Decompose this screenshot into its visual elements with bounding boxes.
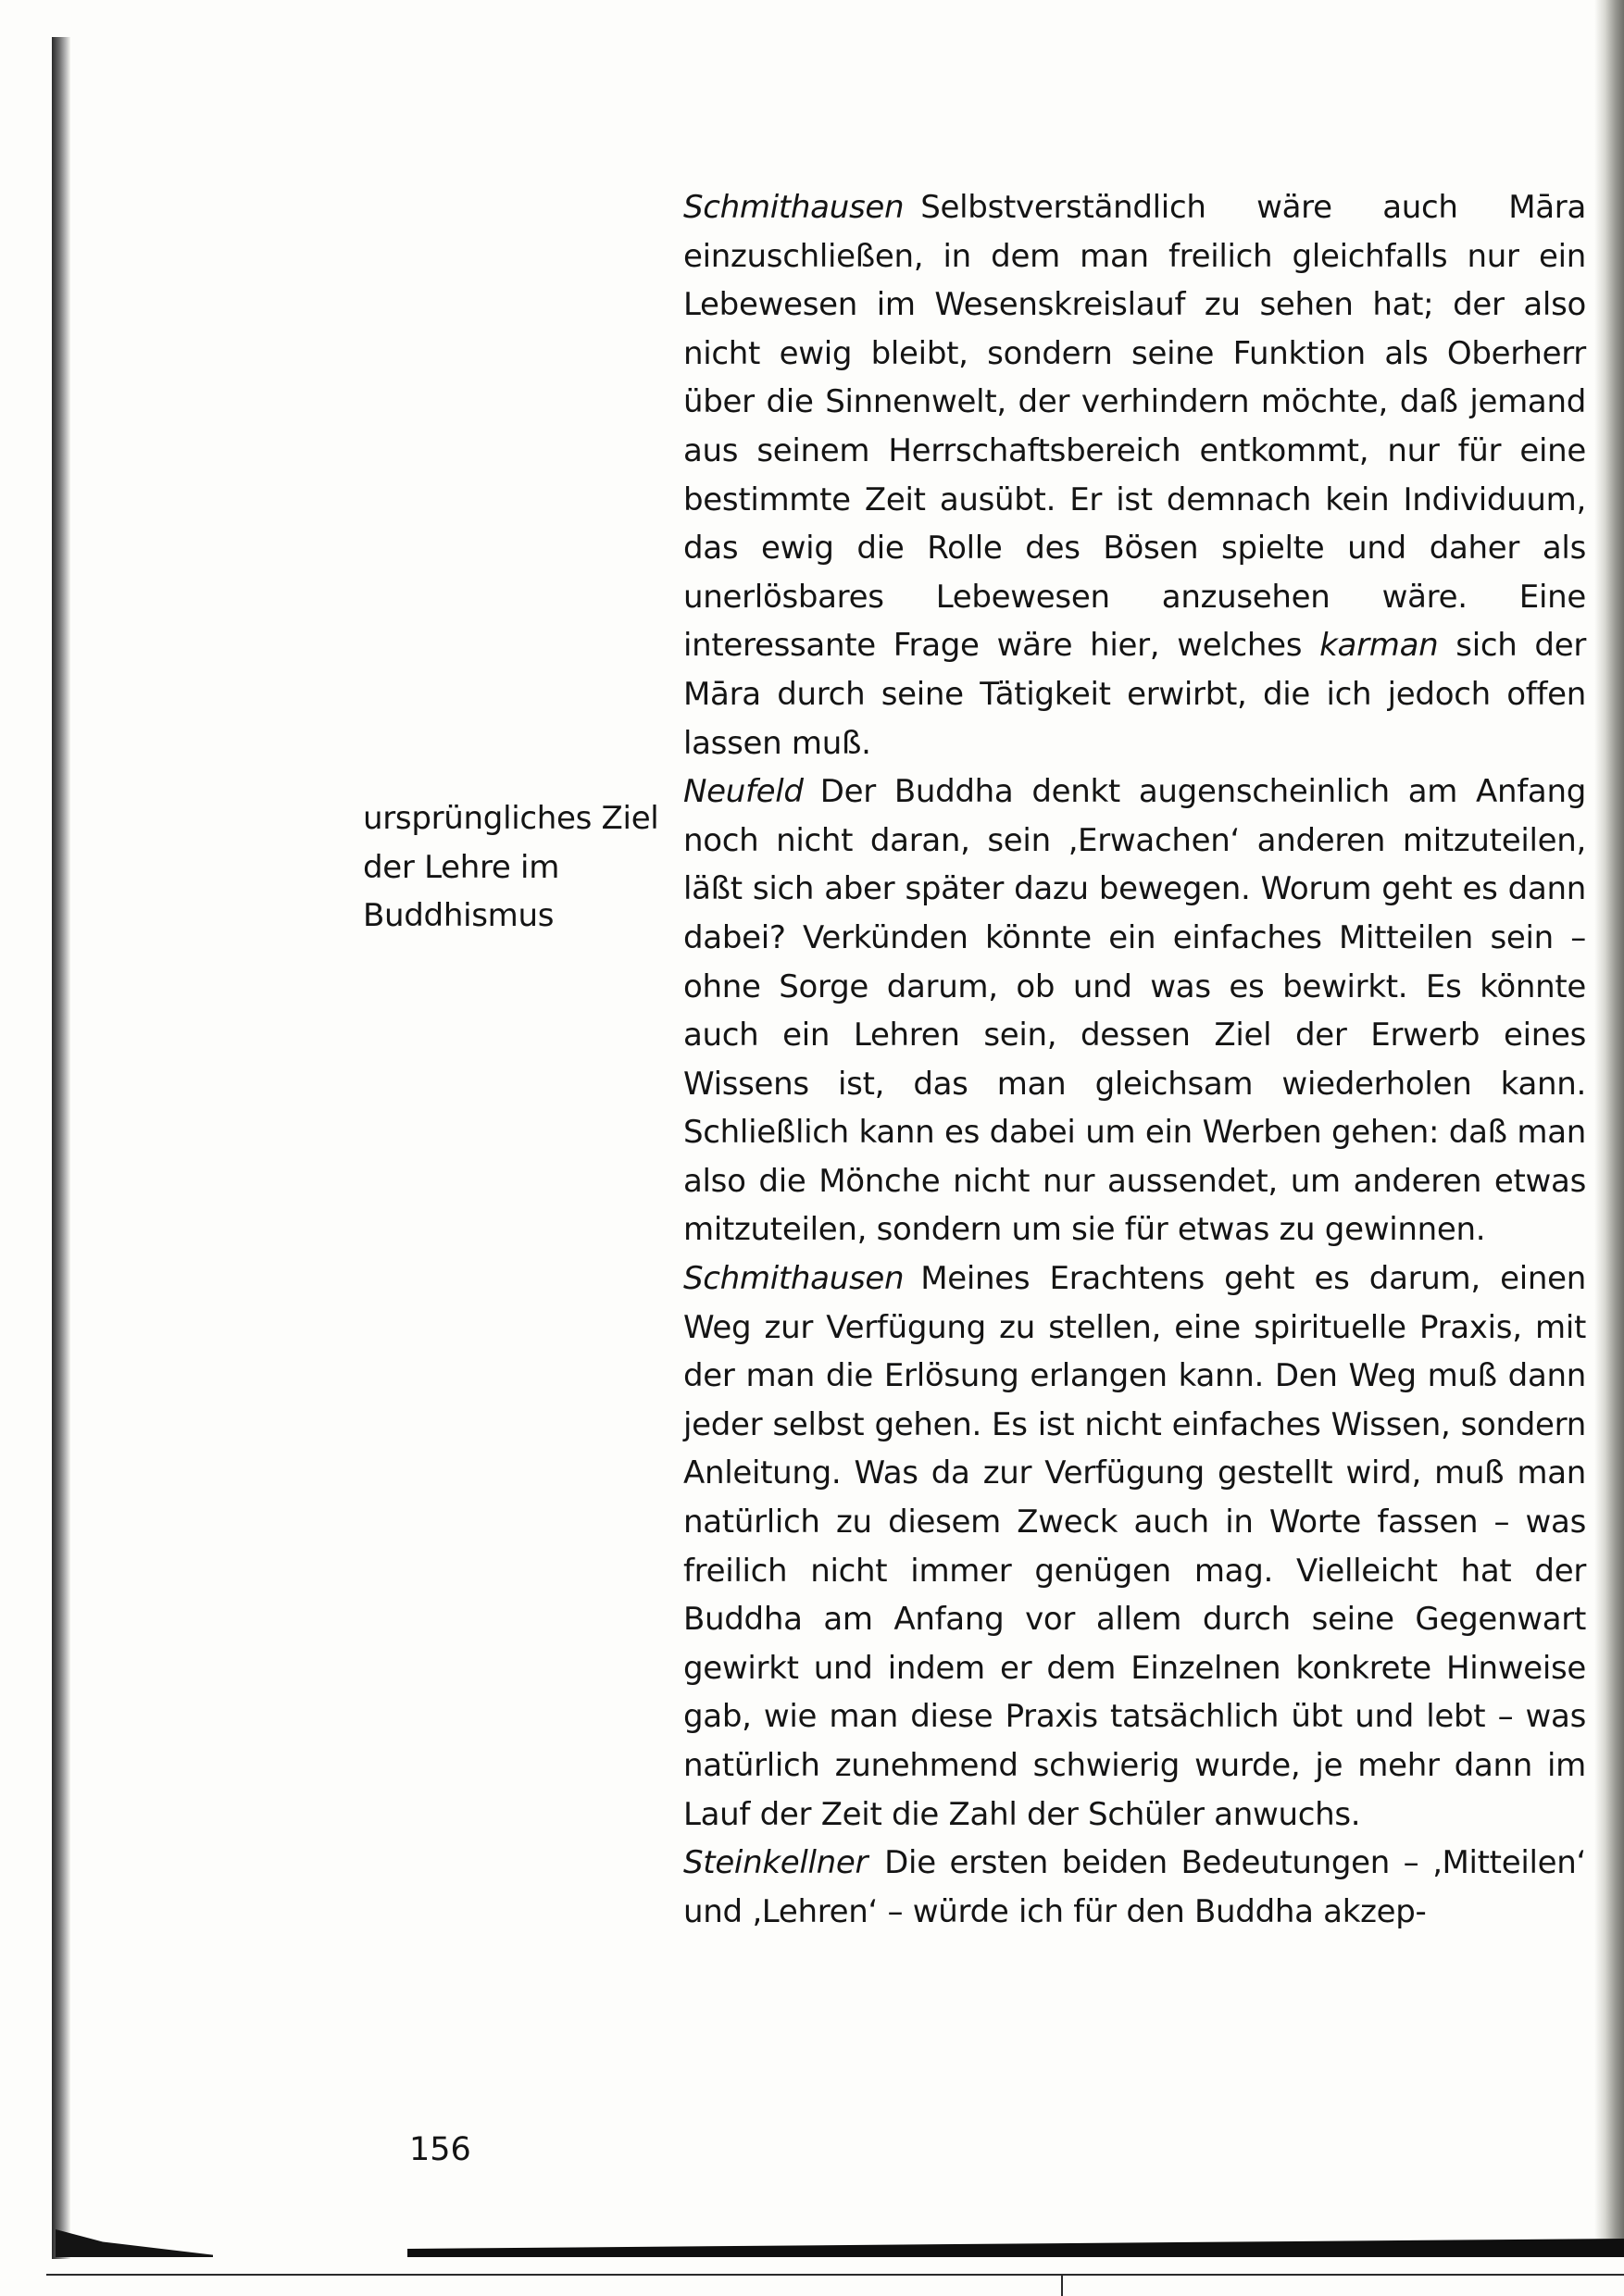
paragraph-text: Der Buddha denkt augenscheinlich am Anfang noch nicht daran, sein ‚Erwachen‘ anderen mitzuteilen, läßt sich aber später dazu bewegen. Worum geht es dann dabei? Verkünden könnte ein einfaches Mitteilen sein – ohne Sorge darum, ob und was es bewirkt. Es könnte auch ein Lehren sein, dessen Ziel der Erwerb eines Wissens ist, das man gleichsam wiederholen kann. Schließlich kann es dabei um ein Werben gehen: daß man also die Mönche nicht nur aussendet, um anderen etwas mitzuteilen, sondern um sie für etwas zu gewinnen. [683, 773, 1586, 1249]
scan-bottom-tick [1061, 2276, 1063, 2296]
scan-bottom-line [46, 2274, 1624, 2276]
paragraph-text: Selbstverständlich wäre auch Māra einzuschließen, in dem man freilich gleichfalls nur ein Lebewesen im Wesenskreislauf zu sehen hat; der also nicht ewig bleibt, sondern seine Funktion als Oberherr über die Sinnenwelt, der verhindern möchte, daß jemand aus seinem Herrschaftsbereich entkommt, nur für eine bestimmte Zeit ausübt. Er ist demnach kein Individuum, das ewig die Rolle des Bösen spielte und daher als unerlösbares Lebewesen anzusehen wäre. Eine interessante Frage wäre hier, welches [683, 189, 1586, 665]
paragraph-neufeld [683, 767, 1586, 1254]
marginal-note: ursprüngliches Ziel der Lehre im Buddhismus [363, 800, 659, 935]
scan-edge-bottom [407, 2239, 1624, 2257]
italic-term: karman [1319, 627, 1439, 665]
speaker-name: Steinkellner [683, 1844, 868, 1882]
paragraph-text: Die ersten beiden Bedeutungen – ‚Mitteilen‘ und ‚Lehren‘ – würde ich für den Buddha akzep- [683, 1844, 1586, 1930]
paragraph-schmithausen-1 [683, 183, 1586, 767]
scan-edge-left [56, 2229, 213, 2257]
paragraph-schmithausen-2 [683, 1254, 1586, 1839]
binding-shadow-right [1594, 0, 1624, 2250]
paragraph-text: Meines Erachtens geht es darum, einen Weg zur Verfügung zu stellen, eine spirituelle Praxis, mit der man die Erlösung erlangen kann. Den Weg muß dann jeder selbst gehen. Es ist nicht einfaches Wissen, sondern Anleitung. Was da zur Verfügung gestellt wird, muß man natürlich zu diesem Zweck auch in Worte fassen – was freilich nicht immer genügen mag. Vielleicht hat der Buddha am Anfang vor allem durch seine Gegenwart gewirkt und indem er dem Einzelnen konkrete Hinweise gab, wie man diese Praxis tatsächlich übt und lebt – was natürlich zunehmend schwierig wurde, je mehr dann im Lauf der Zeit die Zahl der Schüler anwuchs. [683, 1260, 1586, 1833]
main-text-column [683, 183, 1586, 1936]
page-number: 156 [409, 2131, 471, 2168]
paragraph-text: sich der Māra durch seine Tätigkeit erwirbt, die ich jedoch offen lassen muß. [683, 627, 1587, 762]
binding-shadow-left [52, 37, 70, 2259]
speaker-name: Schmithausen [683, 1260, 905, 1298]
speaker-name: Neufeld [683, 773, 804, 811]
paragraph-steinkellner [683, 1839, 1586, 1936]
speaker-name: Schmithausen [683, 189, 905, 226]
